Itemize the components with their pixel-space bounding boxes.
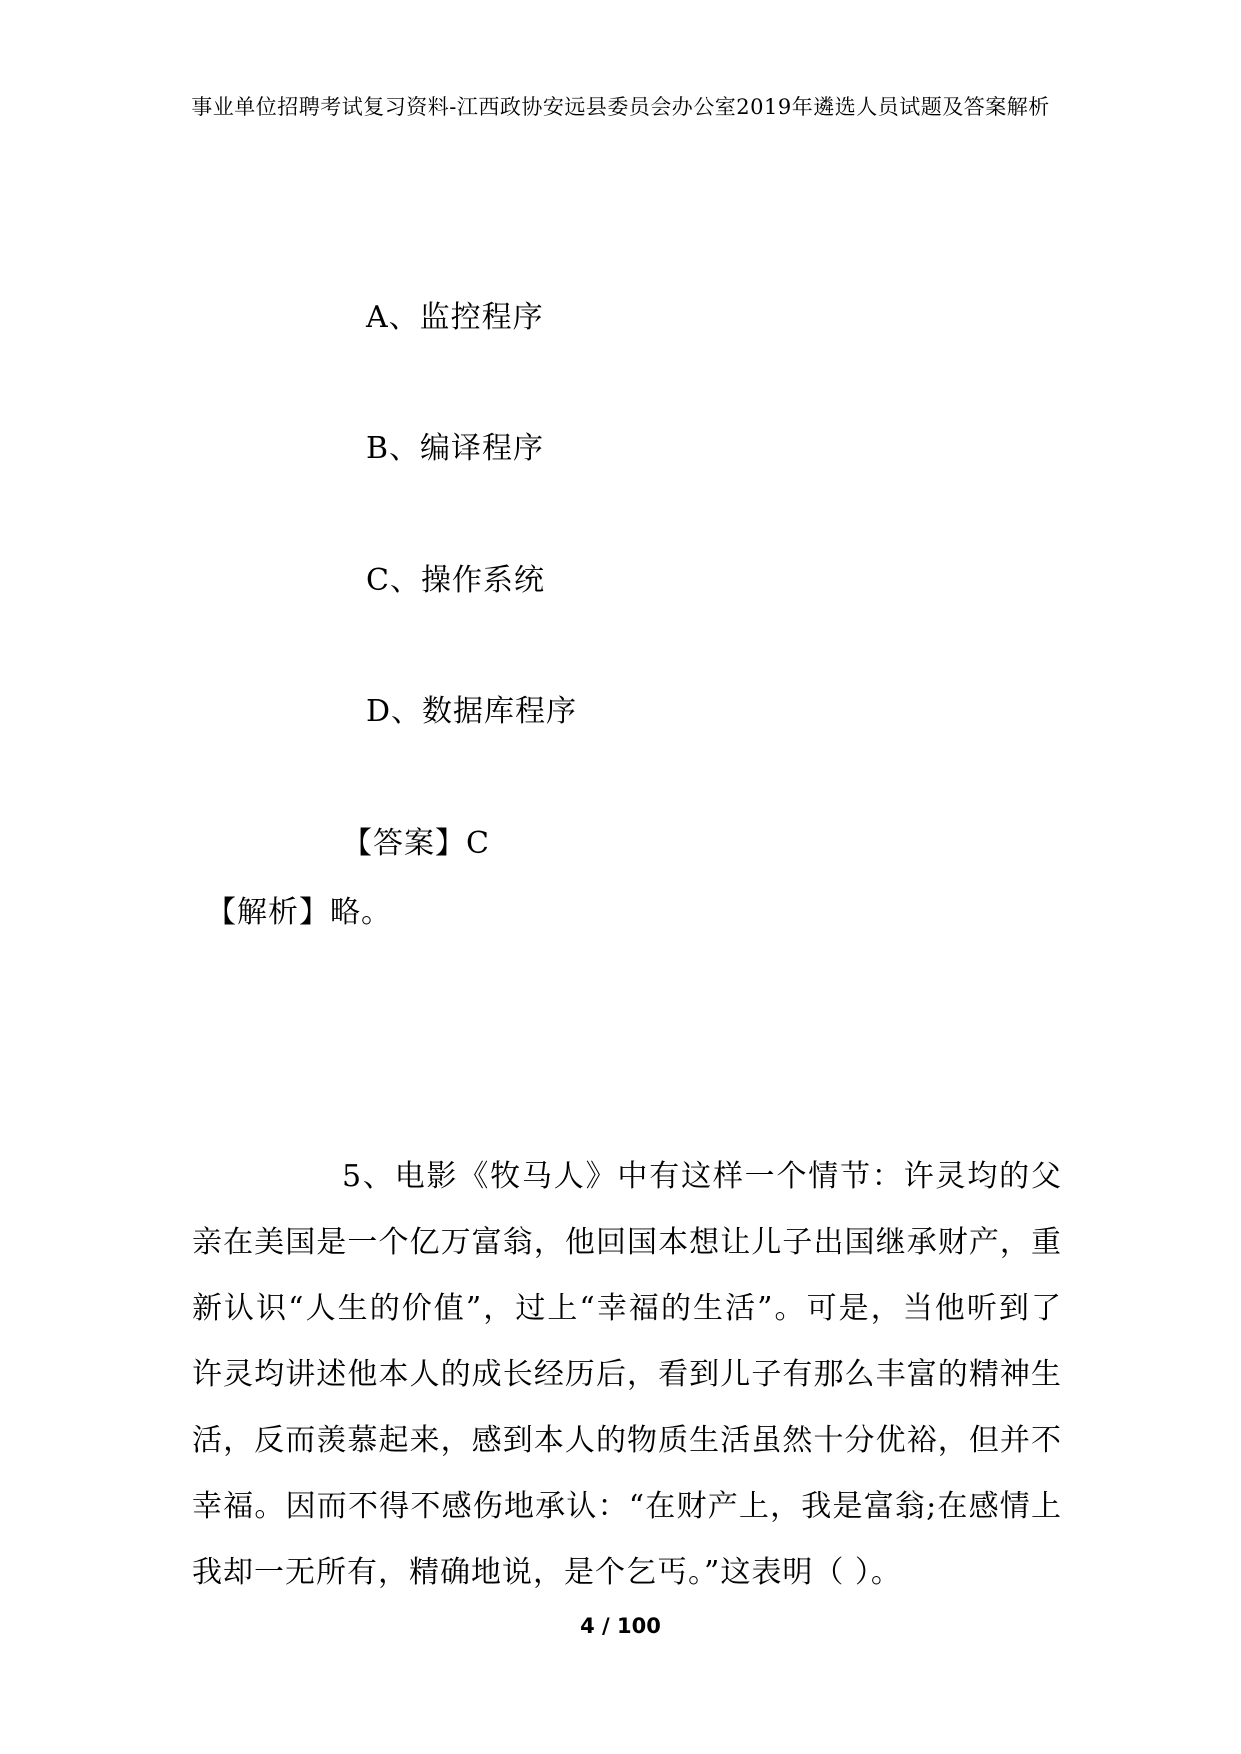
page-number: 4 / 100 — [580, 1614, 661, 1638]
page-header: 事业单位招聘考试复习资料-江西政协安远县委员会办公室2019年遴选人员试题及答案解析 — [191, 95, 1050, 119]
analysis-line: 【解析】略。 — [206, 895, 392, 930]
question-paragraph: 5、电影《牧马人》中有这样一个情节：许灵均的父亲在美国是一个亿万富翁，他回国本想让儿子出国继承财产，重新认识“人生的价值”，过上“幸福的生活”。可是，当他听到了许灵均讲述他本人的成长经历后，看到儿子有那么丰富的精神生活，反而羡慕起来，感到本人的物质生活虽然十分优裕，但并不幸福。因而不得不感伤地承认：“在财产上，我是富翁;在感情上我却一无所有，精确地说，是个乞丐。”这表明（ ）。 — [192, 1159, 1062, 1590]
option-d: D、数据库程序 — [366, 694, 578, 729]
option-c: C、操作系统 — [366, 563, 545, 598]
option-a: A、监控程序 — [366, 300, 544, 335]
option-b: B、编译程序 — [366, 431, 545, 466]
answer-line: 【答案】C — [342, 826, 490, 861]
